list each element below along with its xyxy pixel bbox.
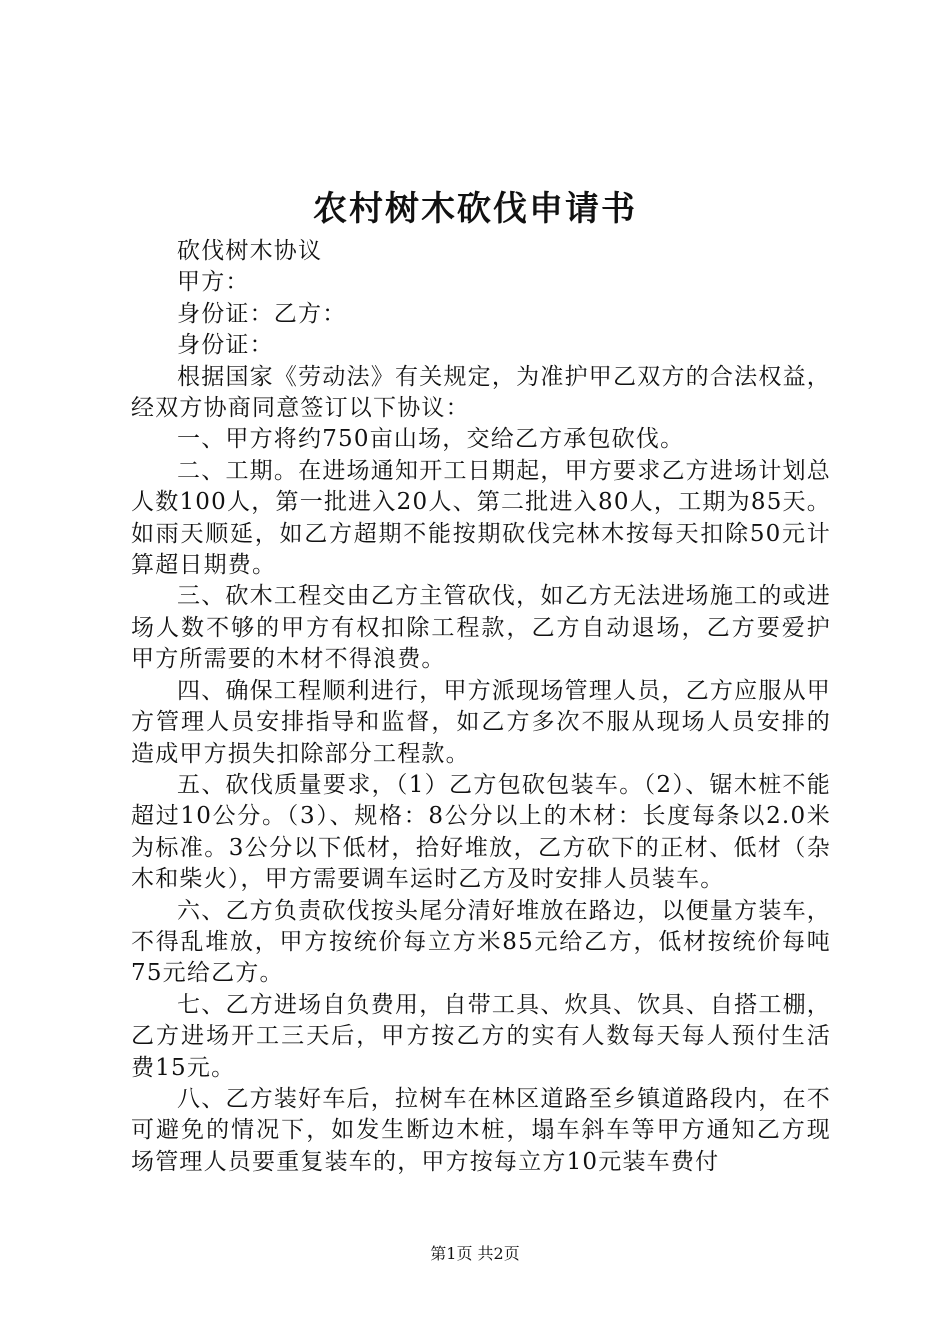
clause-6: 六、乙方负责砍伐按头尾分清好堆放在路边，以便量方装车，不得乱堆放，甲方按统价每立方米85元给乙方，低材按统价每吨75元给乙方。	[131, 897, 831, 987]
clause-5: 五、砍伐质量要求，（1）乙方包砍包装车。（2）、锯木桩不能超过10公分。（3）、规格：8公分以上的木材：长度每条以2.0米为标准。3公分以下低材，拾好堆放，乙方砍下的正材、低材（杂木和柴火），甲方需要调车运时乙方及时安排人员装车。	[131, 771, 831, 893]
clause-8: 八、乙方装好车后，拉树车在林区道路至乡镇道路段内，在不可避免的情况下，如发生断边木桩，塌车斜车等甲方通知乙方现场管理人员要重复装车的，甲方按每立方10元装车费付	[131, 1085, 831, 1175]
id-party-b-line: 身份证：乙方：	[177, 300, 347, 327]
document-body	[131, 236, 831, 1178]
clause-1: 一、甲方将约750亩山场，交给乙方承包砍伐。	[177, 426, 685, 453]
agreement-heading: 砍伐树木协议	[177, 238, 323, 264]
party-a-line: 甲方：	[177, 269, 250, 296]
clause-7: 七、乙方进场自负费用，自带工具、炊具、饮具、自搭工棚，乙方进场开工三天后，甲方按乙方的实有人数每天每人预付生活费15元。	[131, 991, 831, 1081]
clause-2: 二、工期。在进场通知开工日期起，甲方要求乙方进场计划总人数100人，第一批进入20人、第二批进入80人，工期为85天。如雨天顺延，如乙方超期不能按期砍伐完林木按每天扣除50元计算超日期费。	[131, 457, 831, 579]
page-number-footer: 第1页 共2页	[430, 1244, 520, 1263]
preamble-paragraph: 根据国家《劳动法》有关规定，为准护甲乙双方的合法权益，经双方协商同意签订以下协议：	[131, 363, 831, 422]
id-line: 身份证：	[177, 332, 274, 359]
clause-3: 三、砍木工程交由乙方主管砍伐，如乙方无法进场施工的或进场人数不够的甲方有权扣除工程款，乙方自动退场，乙方要爱护甲方所需要的木材不得浪费。	[131, 583, 831, 673]
clause-4: 四、确保工程顺利进行，甲方派现场管理人员，乙方应服从甲方管理人员安排指导和监督，如乙方多次不服从现场人员安排的造成甲方损失扣除部分工程款。	[131, 677, 831, 767]
document-title: 农村树木砍伐申请书	[313, 189, 637, 229]
